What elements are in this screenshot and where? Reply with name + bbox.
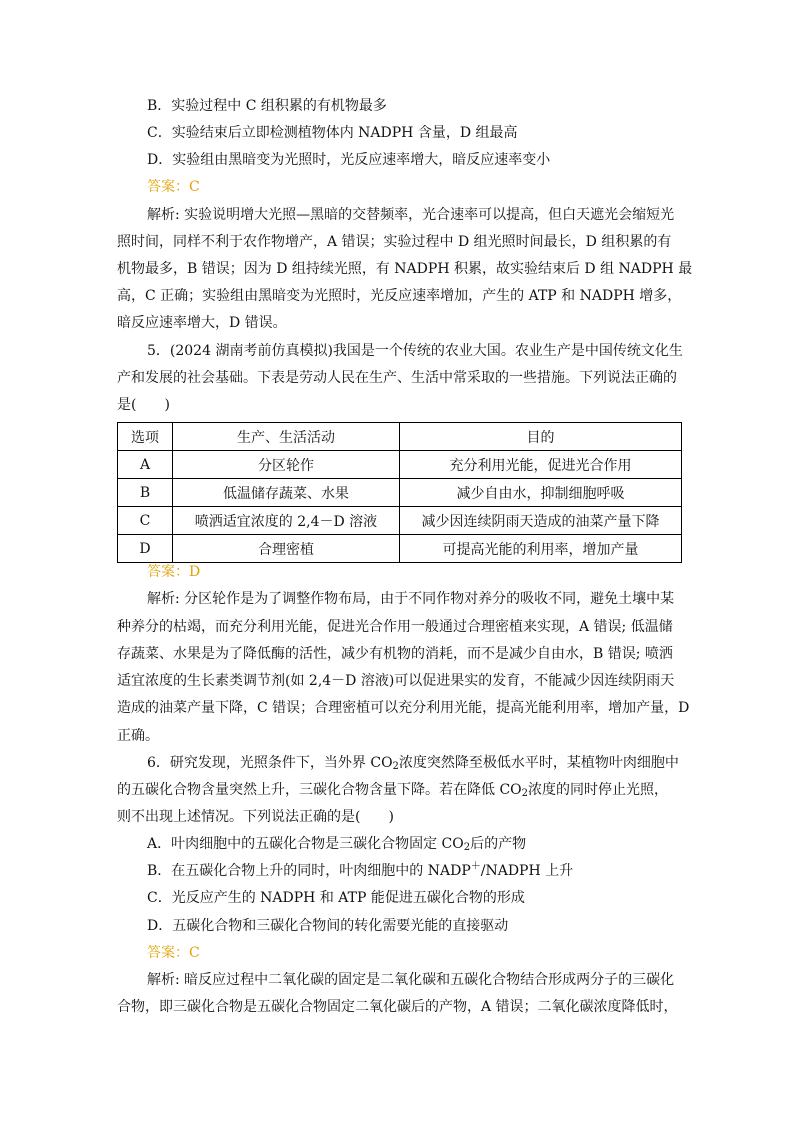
q4-analysis-line: 照时间，同样不利于农作物增产，A 错误；实验过程中 D 组光照时间最长，D 组积累的有 <box>117 234 672 250</box>
q5-stem-line: 5．(2024 湖南考前仿真模拟)我国是一个传统的农业大国。农业生产是中国传统文化生 <box>147 343 683 359</box>
table-cell: 充分利用光能，促进光合作用 <box>400 451 682 479</box>
table-cell: 减少因连续阴雨天造成的油菜产量下降 <box>400 507 682 535</box>
q6-option-text: /NADPH 上升 <box>480 863 574 879</box>
table-cell: 分区轮作 <box>173 451 400 479</box>
q5-analysis-line: 造成的油菜产量下降，C 错误；合理密植可以充分利用光能，提高光能利用率，增加产量，D <box>117 700 690 716</box>
q5-answer: 答案：D <box>147 564 201 580</box>
q6-stem-line: 则不出现上述情况。下列说法正确的是( ) <box>117 809 394 825</box>
q4-option-b: B．实验过程中 C 组积累的有机物最多 <box>147 98 387 114</box>
table-header: 目的 <box>400 423 682 451</box>
q5-options-table <box>117 422 682 563</box>
q6-option-text: 后的产物 <box>470 836 527 852</box>
table-row <box>118 507 682 535</box>
table-cell: D <box>118 535 173 563</box>
q6-stem-text: 的五碳化合物含量突然上升，三碳化合物含量下降。若在降低 CO <box>117 782 522 798</box>
q6-option-text: B．在五碳化合物上升的同时，叶肉细胞中的 NADP <box>147 863 471 879</box>
q6-stem-text: 浓度的同时停止光照， <box>528 782 669 798</box>
table-cell: 低温储存蔬菜、水果 <box>173 479 400 507</box>
co2-subscript: 2 <box>392 761 399 772</box>
q6-option-b <box>147 861 573 881</box>
q5-analysis-line: 种养分的枯竭，而充分利用光能，促进光合作用一般通过合理密植来实现，A 错误; 低温储 <box>117 619 673 635</box>
table-cell: 合理密植 <box>173 535 400 563</box>
table-header-row <box>118 423 682 451</box>
q6-analysis-line: 合物，即三碳化合物是五碳化合物固定二氧化碳后的产物，A 错误；二氧化碳浓度降低时， <box>117 999 678 1015</box>
q6-stem-text: 浓度突然降至极低水平时，某植物叶肉细胞中 <box>398 755 679 771</box>
q5-stem-line: 产和发展的社会基础。下表是劳动人民在生产、生活中常采取的一些措施。下列说法正确的 <box>117 370 677 386</box>
q6-option-a <box>147 834 526 854</box>
q6-stem-text: 6．研究发现，光照条件下，当外界 CO <box>147 755 393 771</box>
table-cell: 喷洒适宜浓度的 2,4－D 溶液 <box>173 507 400 535</box>
table-row <box>118 535 682 563</box>
q4-analysis-line: 高，C 正确；实验组由黑暗变为光照时，光反应速率增加，产生的 ATP 和 NADPH 增多， <box>117 288 682 304</box>
q4-analysis-line: 暗反应速率增大，D 错误。 <box>117 315 287 331</box>
table-cell: C <box>118 507 173 535</box>
q4-option-d: D．实验组由黑暗变为光照时，光反应速率增大，暗反应速率变小 <box>147 152 551 168</box>
table-header: 选项 <box>118 423 173 451</box>
q5-stem-line: 是( ) <box>117 397 170 413</box>
q6-stem-line <box>147 753 679 773</box>
q4-analysis-line: 机物最多，B 错误；因为 D 组持续光照，有 NADPH 积累，故实验结束后 D 组 NADPH 最 <box>117 261 693 277</box>
q5-analysis-line: 正确。 <box>117 728 159 744</box>
table-cell: 可提高光能的利用率，增加产量 <box>400 535 682 563</box>
q4-option-c: C．实验结束后立即检测植物体内 NADPH 含量，D 组最高 <box>147 125 518 141</box>
table-header: 生产、生活活动 <box>173 423 400 451</box>
q6-option-c: C．光反应产生的 NADPH 和 ATP 能促进五碳化合物的形成 <box>147 890 525 906</box>
q4-analysis-line: 解析: 实验说明增大光照—黑暗的交替频率，光合速率可以提高，但白天遮光会缩短光 <box>147 207 675 223</box>
plus-superscript: ＋ <box>470 861 481 872</box>
table-cell: 减少自由水，抑制细胞呼吸 <box>400 479 682 507</box>
q6-option-d: D．五碳化合物和三碳化合物间的转化需要光能的直接驱动 <box>147 918 509 934</box>
q6-stem-line <box>117 780 668 800</box>
q6-answer: 答案：C <box>147 945 200 961</box>
co2-subscript: 2 <box>521 788 529 799</box>
table-cell: B <box>118 479 173 507</box>
q6-option-text: A．叶肉细胞中的五碳化合物是三碳化合物固定 CO <box>147 836 464 852</box>
co2-subscript: 2 <box>463 842 471 853</box>
q5-analysis-line: 适宜浓度的生长素类调节剂(如 2,4－D 溶液)可以促进果实的发育，不能减少因连续阴雨天 <box>117 673 675 689</box>
table-cell: A <box>118 451 173 479</box>
q4-answer: 答案：C <box>147 179 200 195</box>
table-row <box>118 479 682 507</box>
q5-analysis-line: 解析: 分区轮作是为了调整作物布局，由于不同作物对养分的吸收不同，避免土壤中某 <box>147 591 675 607</box>
q6-analysis-line: 解析: 暗反应过程中二氧化碳的固定是二氧化碳和五碳化合物结合形成两分子的三碳化 <box>147 972 675 988</box>
q5-analysis-line: 存蔬菜、水果是为了降低酶的活性，减少有机物的消耗，而不是减少自由水，B 错误; 喷洒 <box>117 646 673 662</box>
table-row <box>118 451 682 479</box>
